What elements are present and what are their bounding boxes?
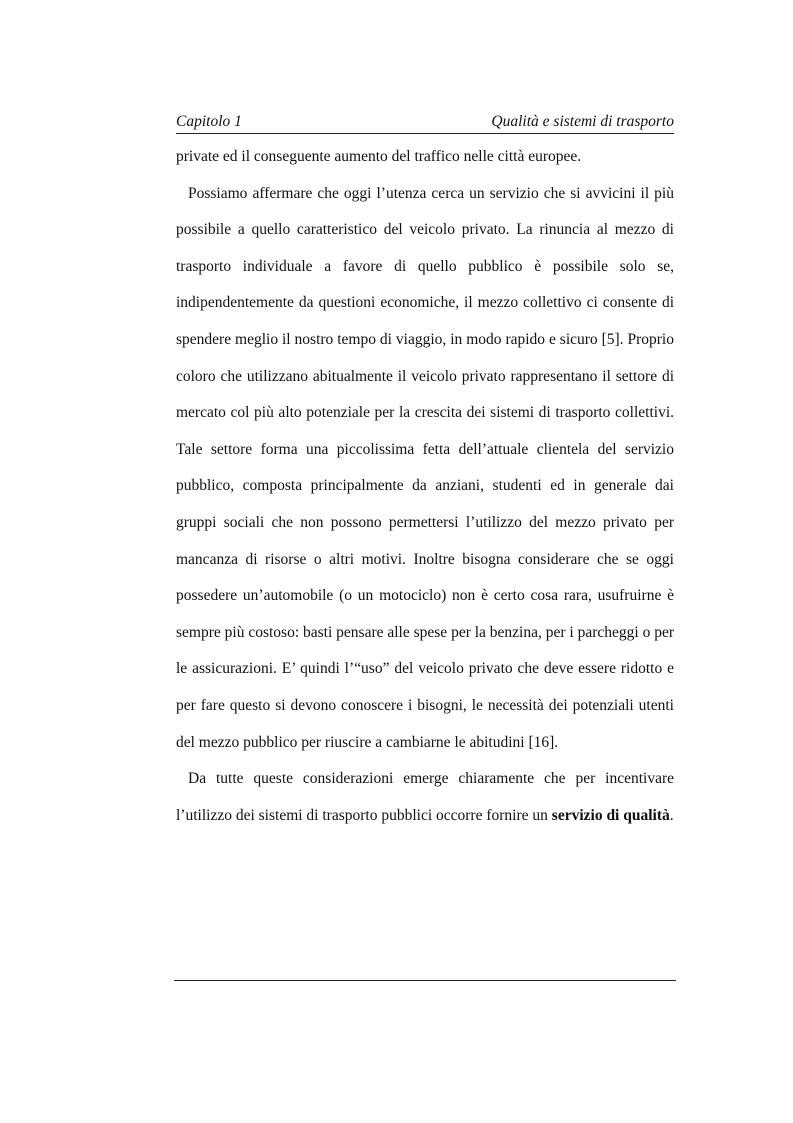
emphasis-term: servizio di qualità — [551, 806, 670, 824]
conclusion-end: . — [669, 806, 674, 824]
section-title: Qualità e sistemi di trasporto — [491, 113, 674, 130]
conclusion-text: Da tutte queste considerazioni emerge chiaramente che per incentivare l’utilizzo dei sistemi di trasporto pubblici occorre fornire un — [176, 770, 674, 824]
footer-rule — [174, 980, 676, 981]
paragraph-conclusion — [176, 761, 674, 834]
paragraph-continuation: private ed il conseguente aumento del traffico nelle città europee. — [176, 148, 582, 165]
chapter-label: Capitolo 1 — [176, 113, 242, 130]
paragraph: Possiamo affermare che oggi l’utenza cerca un servizio che si avvicini il più possibile a quello caratteristico del veicolo privato. La rinuncia al mezzo di trasporto individuale a favore di quello pubblico è possibile solo se, indipendentemente da questioni economiche, il mezzo collettivo ci consente di spendere meglio il nostro tempo di viaggio, in modo rapido e sicuro [5]. Proprio coloro che utilizzano abitualmente il veicolo privato rappresentano il settore di mercato col più alto potenziale per la crescita dei sistemi di trasporto collettivi. Tale settore forma una piccolissima fetta dell’attuale clientela del servizio pubblico, composta principalmente da anziani, studenti ed in generale dai gruppi sociali che non possono permettersi l’utilizzo del mezzo privato per mancanza di risorse o altri motivi. Inoltre bisogna considerare che se oggi possedere un’automobile (o un motociclo) non è certo cosa rara, usufruirne è sempre più costoso: basti pensare alle spese per la benzina, per i parcheggi o per le assicurazioni. E’ quindi l’“uso” del veicolo privato che deve essere ridotto e per fare questo si devono conoscere i bisogni, le necessità dei potenziali utenti del mezzo pubblico per riuscire a cambiarne le abitudini [16]. — [176, 184, 674, 751]
body-text — [176, 139, 674, 834]
document-page — [176, 112, 674, 834]
running-header — [176, 112, 674, 134]
